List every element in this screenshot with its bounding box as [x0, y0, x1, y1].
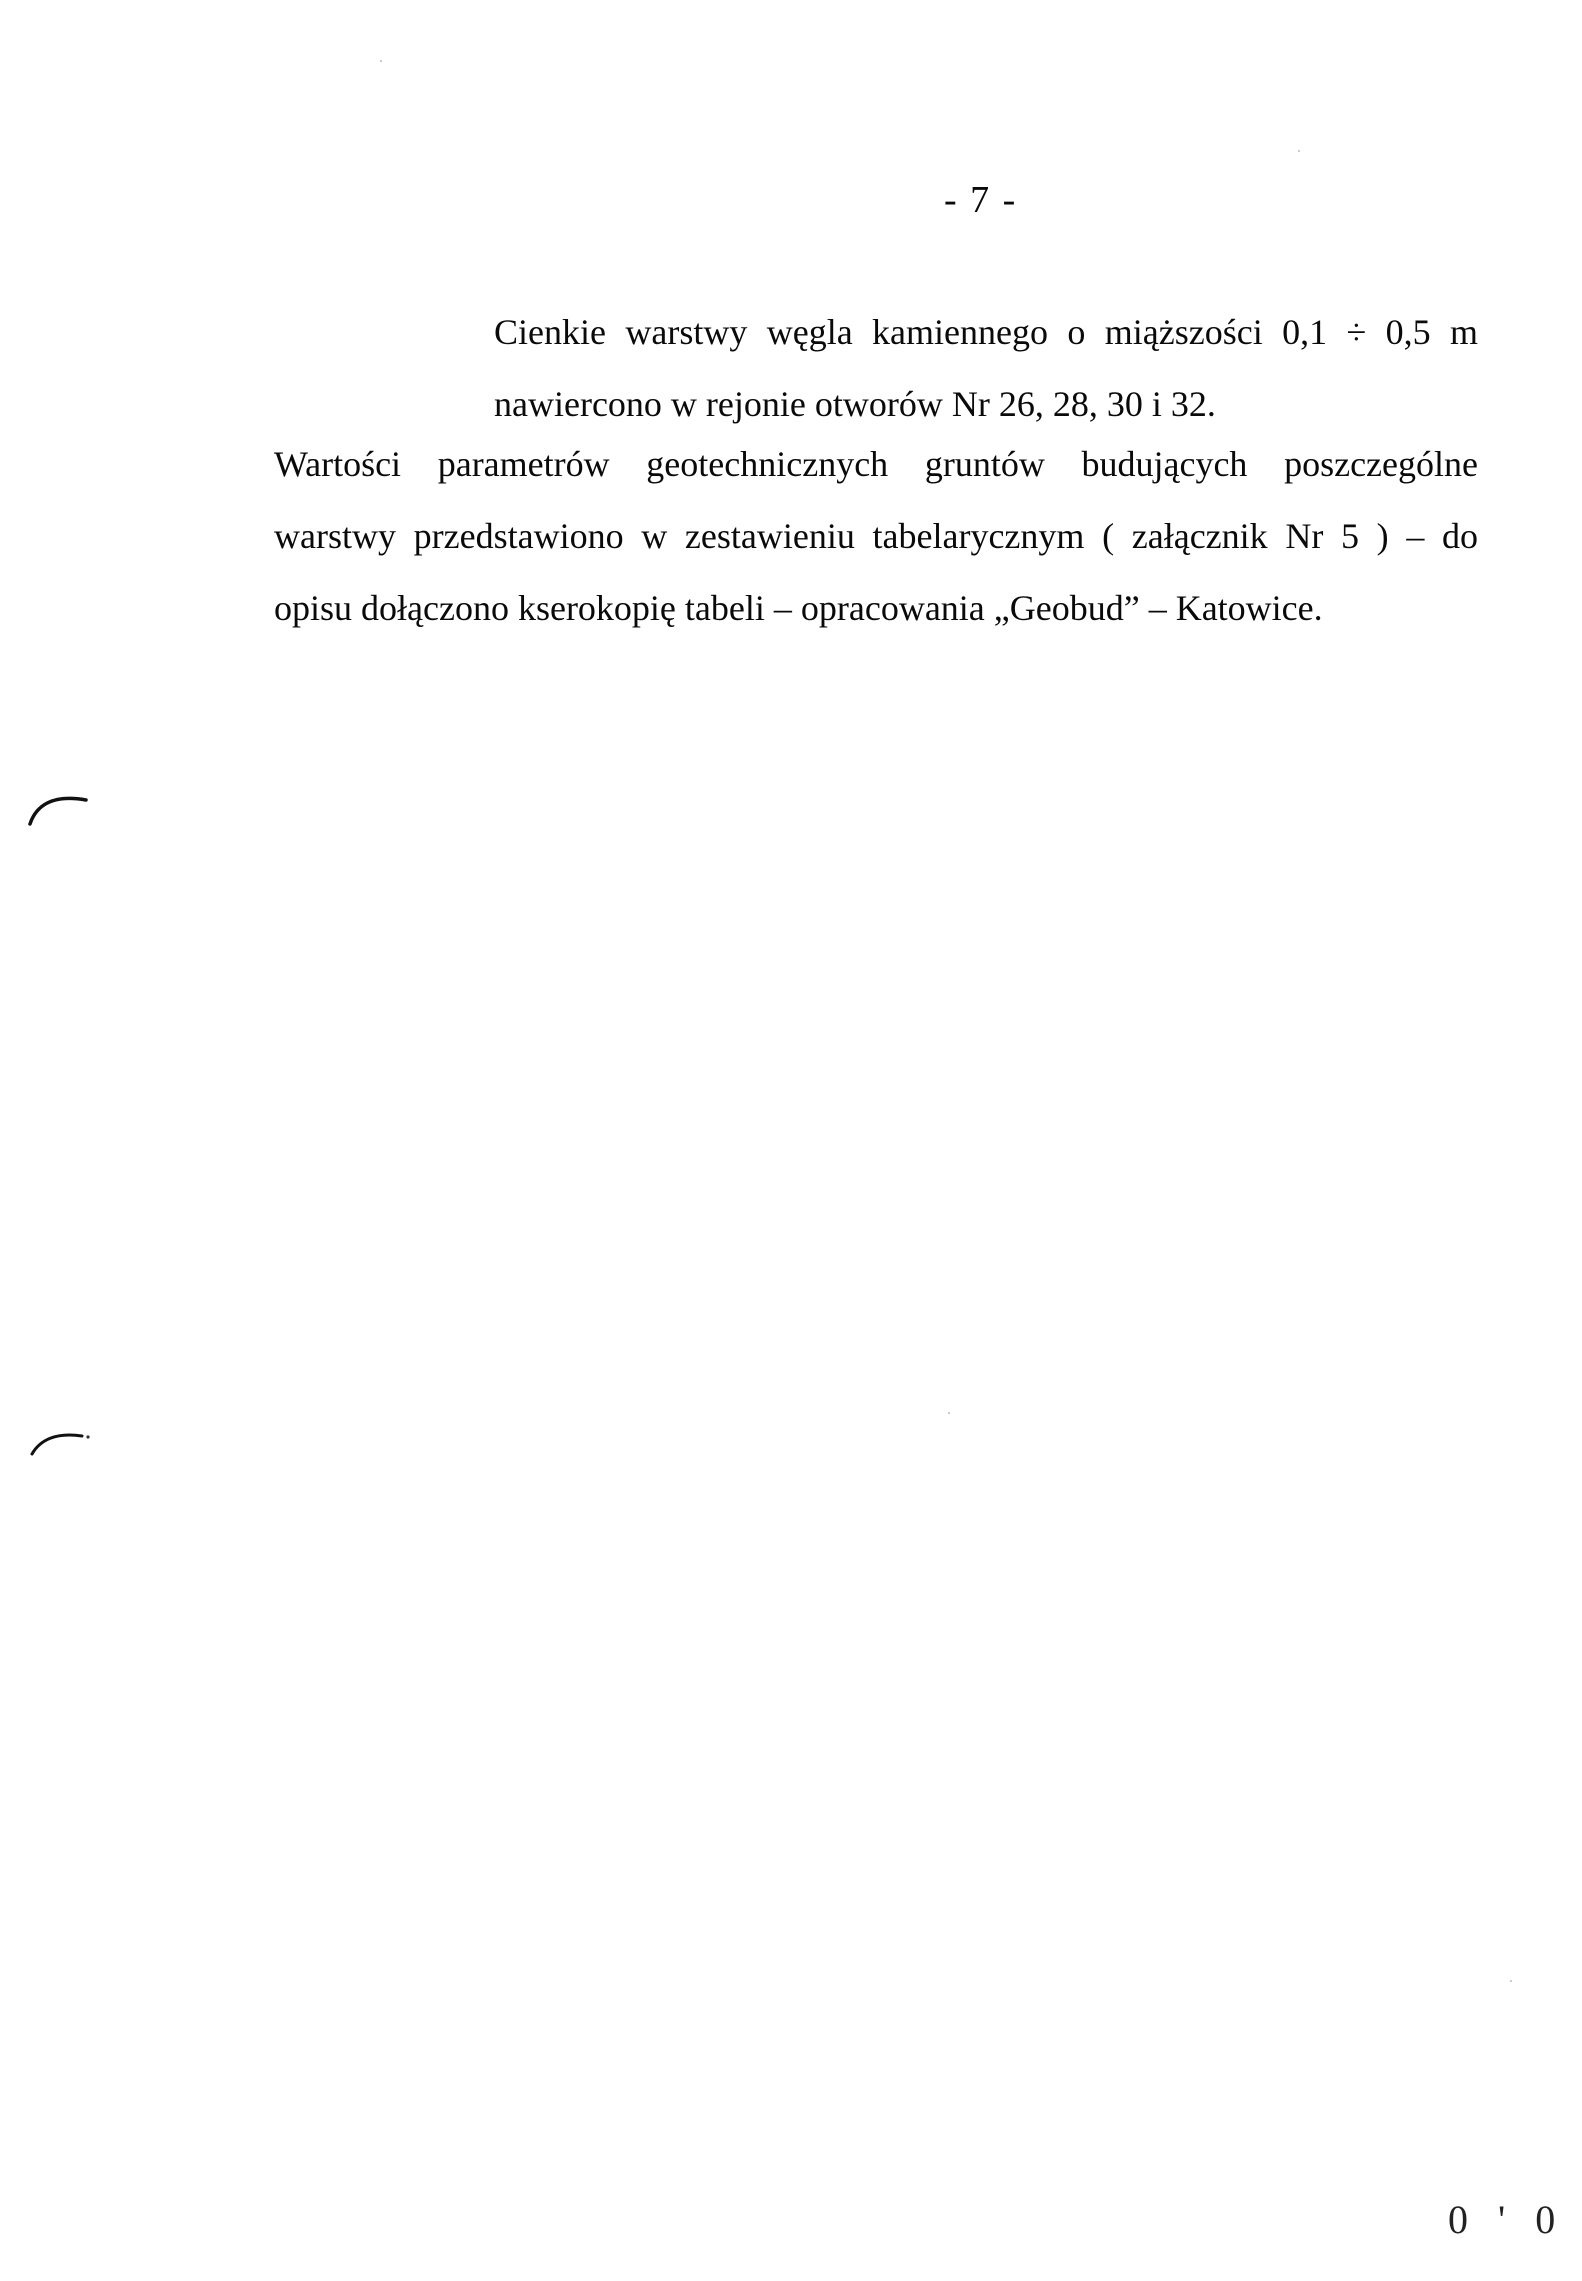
scan-dust [1298, 150, 1300, 152]
paragraph-line: Cienkie warstwy węgla kamiennego o miąższości 0,1 ÷ 0,5 m [494, 312, 1478, 352]
paragraph-coal-layers [494, 296, 1478, 440]
punch-mark-lower [26, 1420, 96, 1460]
punch-mark-upper [24, 780, 94, 830]
footer-page-mark: 0 ' 0 [1448, 2197, 1566, 2242]
page-number: - 7 - [944, 179, 1018, 221]
paragraph-line: nawiercono w rejonie otworów Nr 26, 28, 30 i 32. [494, 384, 1216, 424]
scan-dust [380, 60, 382, 62]
paragraph-line: opisu dołączono kserokopię tabeli – opracowania „Geobud” – Katowice. [274, 588, 1323, 628]
scan-dust [948, 1412, 950, 1414]
paragraph-line: warstwy przedstawiono w zestawieniu tabelarycznym ( załącznik Nr 5 ) – do [274, 516, 1478, 556]
paragraph-line: Wartości parametrów geotechnicznych gruntów budujących poszczególne [274, 444, 1478, 484]
paragraph-geotechnical-parameters [274, 428, 1478, 644]
scan-dust [1510, 1980, 1512, 1982]
